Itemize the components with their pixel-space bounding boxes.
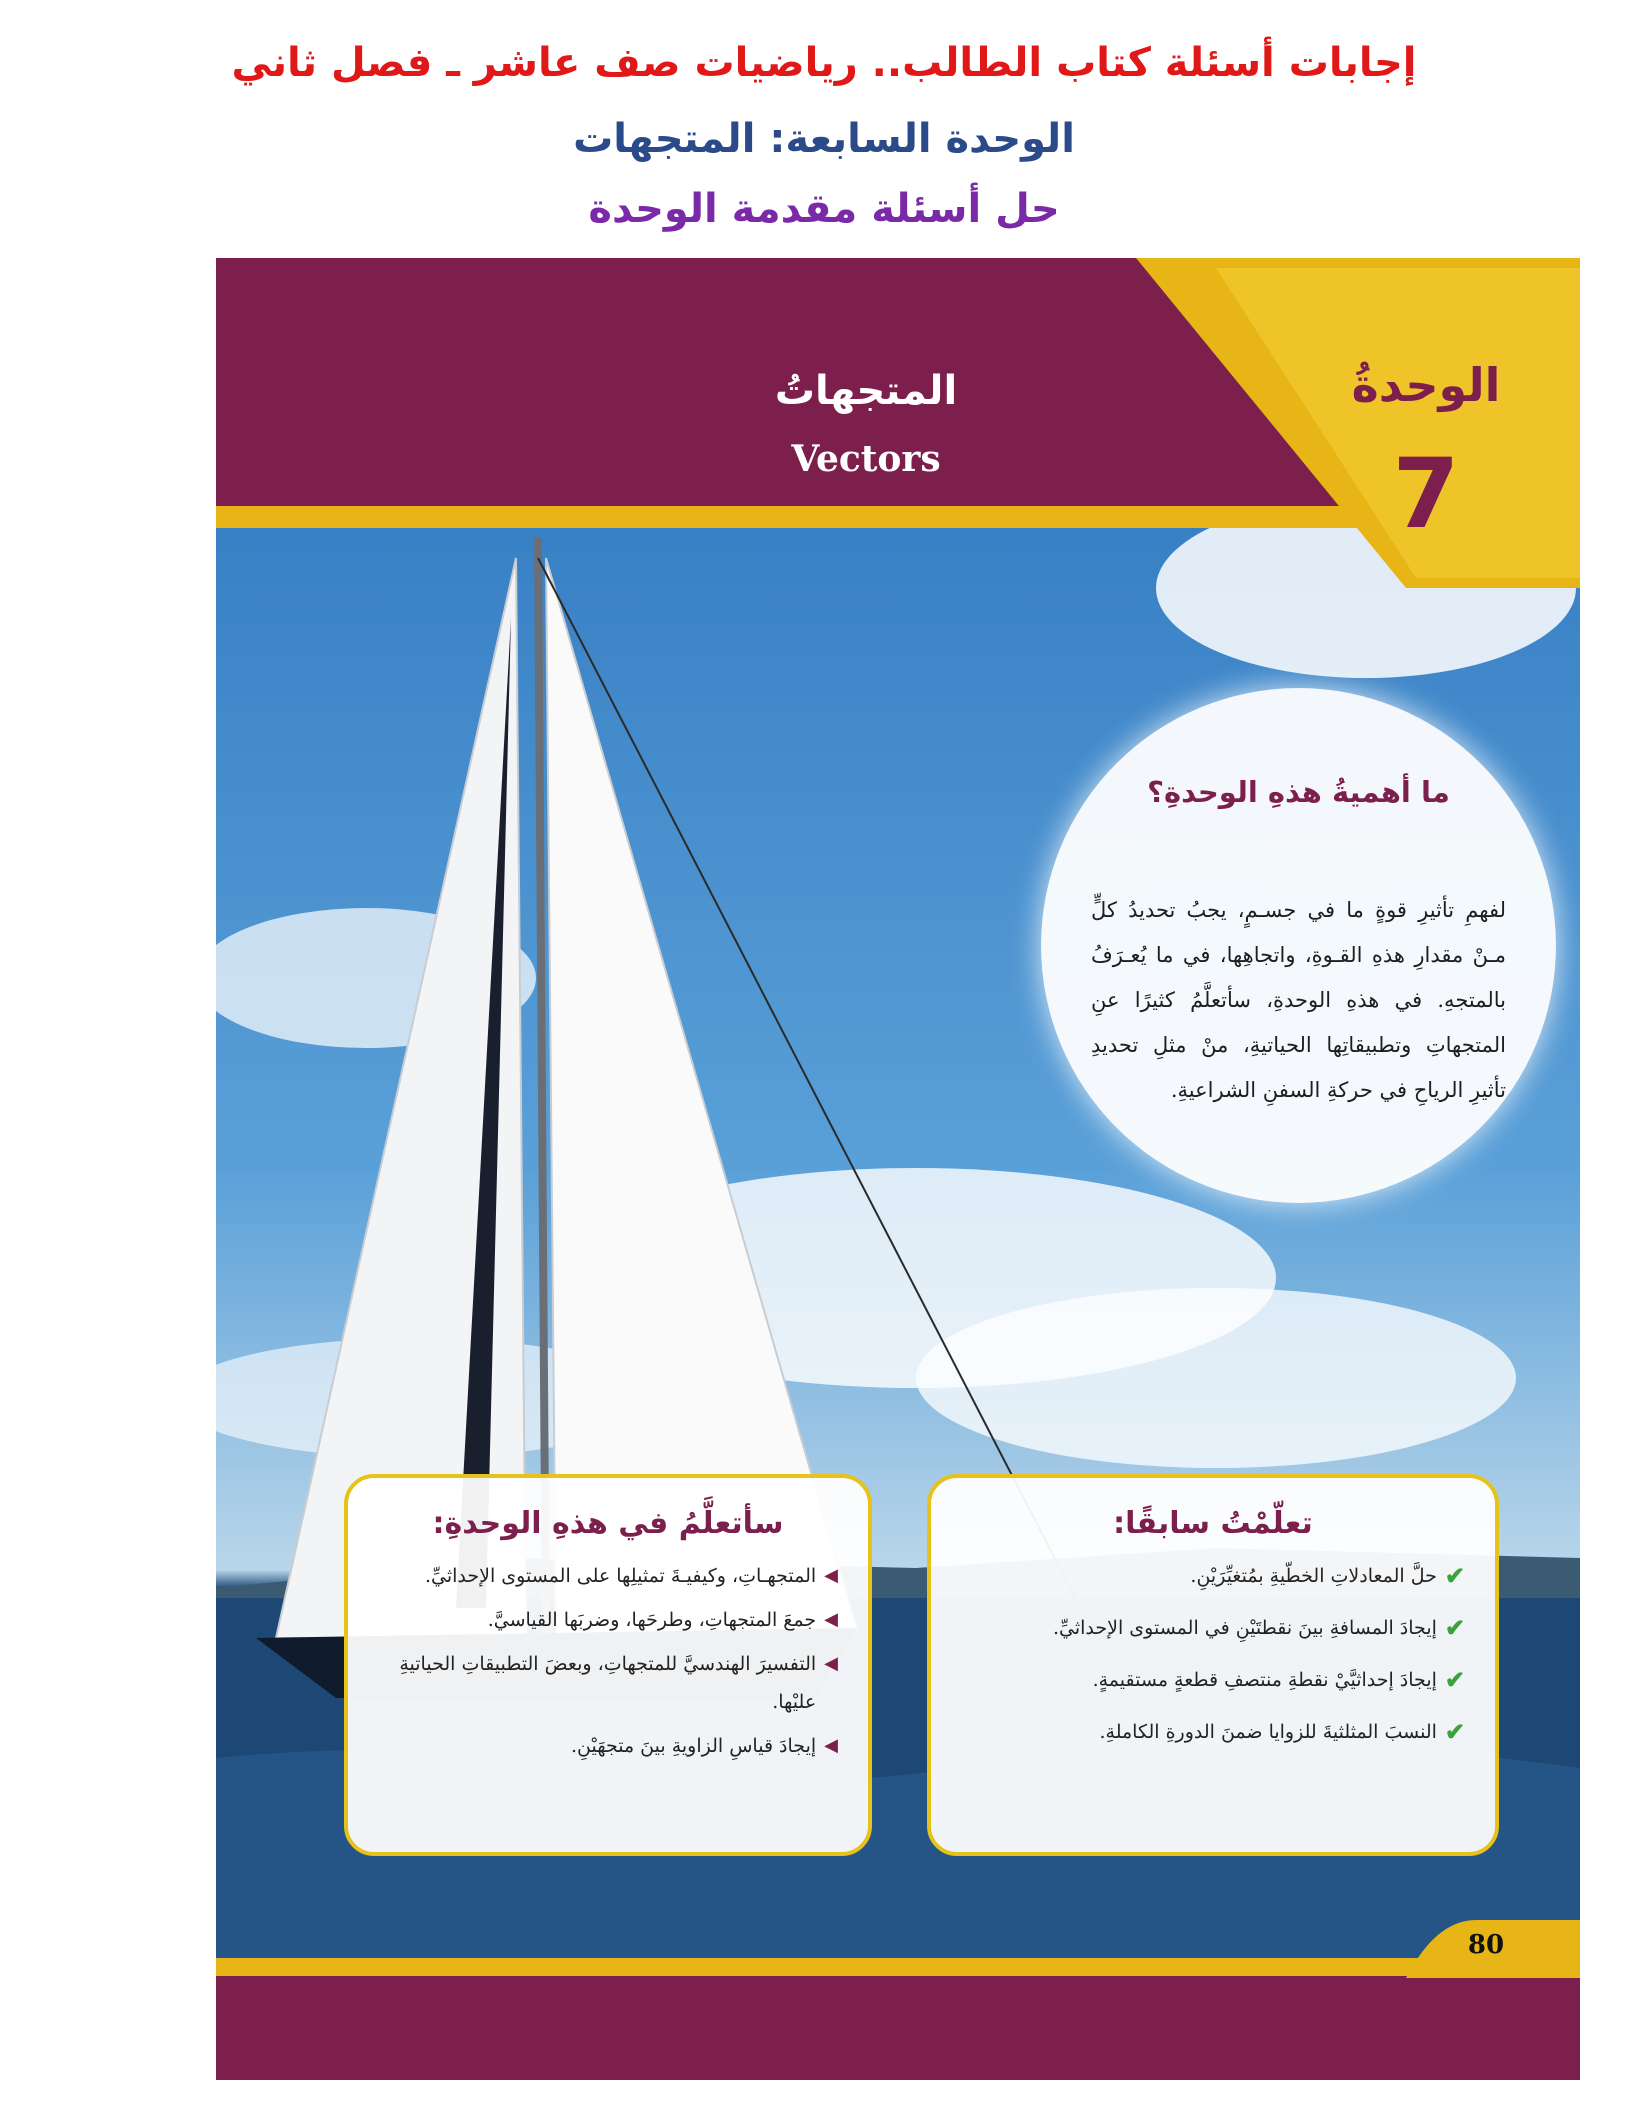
unit-number: 7 (1392, 438, 1460, 550)
gold-footer-line (216, 1958, 1580, 1978)
list-item (951, 1557, 1465, 1595)
triangle-bullet-icon: ◀ (824, 1735, 838, 1756)
list-item (951, 1661, 1465, 1699)
list-item (368, 1557, 838, 1595)
list-item-text: حلَّ المعادلاتِ الخطّيةِ بمُتغيِّرَيْنِ. (1190, 1565, 1437, 1587)
unit-title-en: Vectors (791, 438, 941, 480)
list-item (368, 1645, 838, 1721)
list-item-text: جمعَ المتجهاتِ، وطرحَها، وضربَها القياسيَّ. (487, 1609, 817, 1631)
check-icon: ✔ (1444, 1717, 1465, 1746)
check-icon: ✔ (1444, 1665, 1465, 1694)
check-icon: ✔ (1444, 1613, 1465, 1642)
list-item-text: إيجادَ قياسِ الزاويةِ بينَ متجهَيْنِ. (570, 1735, 817, 1757)
triangle-bullet-icon: ◀ (824, 1565, 838, 1586)
list-item (951, 1609, 1465, 1647)
header-title: إجابات أسئلة كتاب الطالب.. رياضيات صف عاشر ـ فصل ثاني (231, 40, 1417, 86)
footer-band (216, 1976, 1580, 2080)
list-item-text: النسبَ المثلثيةَ للزوايا ضمنَ الدورةِ الكاملةِ. (1099, 1721, 1437, 1743)
will-learn-title: سأتعلَّمُ في هذهِ الوحدةِ: (432, 1506, 784, 1541)
list-item-text: التفسيرَ الهندسيَّ للمتجهاتِ، وبعضَ التطبيقاتِ الحياتيةِ عليْها. (399, 1653, 817, 1713)
page-number: 80 (1467, 1930, 1505, 1960)
list-item-text: إيجادَ المسافةِ بينَ نقطتَيْنِ في المستوى الإحداثيِّ. (1052, 1617, 1437, 1639)
check-icon: ✔ (1444, 1561, 1465, 1590)
list-item-text: المتجهـاتِ، وكيفيـةَ تمثيلِها على المستوى الإحداثيِّ. (424, 1565, 817, 1587)
unit-label: الوحدةُ (1351, 358, 1501, 412)
learned-before-box (927, 1474, 1499, 1856)
triangle-bullet-icon: ◀ (824, 1609, 838, 1630)
list-item-text: إيجادَ إحداثيَّيْ نقطةِ منتصفِ قطعةٍ مستقيمةٍ. (1092, 1669, 1437, 1691)
importance-body: لفهمِ تأثيرِ قوةٍ ما في جسـمٍ، يجبُ تحديدُ كلٍّ مـنْ مقدارِ هذهِ القـوةِ، واتجاهِها، في ما يُعـرَفُ بالمتجهِ. في هذهِ الوحدةِ، سأتعلَّمُ كثيرًا عنِ المتجهاتِ وتطبيقاتِها الحياتيةِ، منْ مثلِ تحديدِ تأثيرِ الرياحِ في حركةِ السفنِ الشراعيةِ. (1091, 898, 1506, 1102)
section-subtitle: حل أسئلة مقدمة الوحدة (588, 186, 1060, 232)
unit-title-ar: المتجهاتُ (774, 368, 958, 414)
importance-title: ما أهميةُ هذهِ الوحدةِ؟ (1147, 775, 1450, 809)
list-item (368, 1727, 838, 1765)
unit-subtitle: الوحدة السابعة: المتجهات (573, 116, 1075, 162)
learned-before-title: تعلّمْتُ سابقًا: (1113, 1506, 1313, 1541)
importance-circle (1041, 688, 1556, 1203)
list-item (368, 1601, 838, 1639)
triangle-bullet-icon: ◀ (824, 1653, 838, 1674)
will-learn-box (344, 1474, 872, 1856)
book-page (216, 258, 1580, 2080)
list-item (951, 1713, 1465, 1751)
